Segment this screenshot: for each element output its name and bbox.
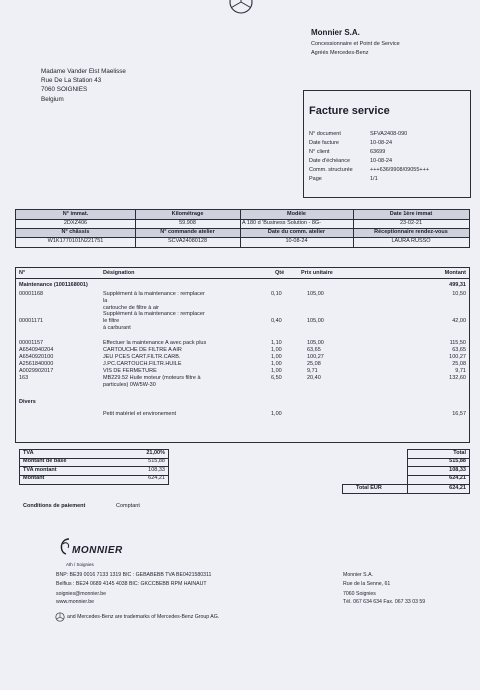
item-price: 9,71 [307,368,318,374]
item-price: 63,65 [307,347,321,353]
item-qty: 6,50 [271,375,282,381]
company-name: Monnier S.A. [311,28,360,37]
vh-orderdate: Date du comm. atelier [267,229,326,235]
item-no: A2561840000 [19,361,54,367]
item-qty: 1,00 [271,347,282,353]
due-label: Date d'échéance [309,158,351,164]
date-label: Date facture [309,140,339,146]
vat-amount-label: TVA montant [23,467,57,473]
item-amount: 9,71 [455,368,466,374]
item-amount: 132,60 [449,375,466,381]
item-qty: 1,00 [271,368,282,374]
item-no: 00001171 [19,318,44,324]
col-no: N° [19,270,26,276]
item-amount: 16,57 [452,411,466,417]
amount-value: 624,21 [148,475,165,481]
item-amount: 25,08 [452,361,466,367]
trademark-note: and Mercedes-Benz are trademarks of Mercedes-Benz Group AG. [67,614,220,620]
item-qty: 1,00 [271,411,282,417]
item-qty: 1,00 [271,361,282,367]
recipient-street: Rue De La Station 43 [41,77,102,84]
comm-value: +++636/9908/09055+++ [370,167,430,173]
section-total: 499,31 [449,282,466,288]
mercedes-star-small-icon [55,612,65,622]
vh-receptionist: Réceptionnaire rendez-vous [374,229,448,235]
item-desc: le filtre [103,318,120,324]
item-price: 100,27 [307,354,324,360]
item-desc: Supplément à la maintenance : remplacer [103,291,205,297]
item-amount: 42,00 [452,318,466,324]
footer-web: www.monnier.be [56,599,95,605]
base-value: 515,88 [148,458,165,464]
item-desc: Petit matériel et environement [103,411,177,417]
total-vat: 108,33 [449,467,466,473]
item-no: 163 [19,375,29,381]
section-maintenance: Maintenance (1001168001) [19,282,88,288]
vh-date1: Date 1ère immat [389,211,433,217]
item-no: A0029902017 [19,368,54,374]
totals-column [407,449,470,485]
item-price: 105,00 [307,340,324,346]
monnier-logo-mark [57,536,73,558]
base-label: Montant de base [23,458,67,464]
item-price: 25,08 [307,361,321,367]
payment-label: Conditions de paiement [23,503,86,509]
item-desc: à carburant [103,325,131,331]
item-desc: J.PC.CARTOUCH.FILTR.HUILE [103,361,182,367]
item-price: 20,40 [307,375,321,381]
item-desc: MB229.52 Huile moteur (moteurs filtre à [103,375,201,381]
section-divers: Divers [19,399,36,405]
vh-model: Modèle [287,211,306,217]
item-price: 105,00 [307,318,324,324]
vv-model: A 180 d 'Business Solution - 8G- [242,220,322,226]
item-desc: CARTOUCHE DE FILTRE A AIR [103,347,182,353]
total-base: 515,88 [449,458,466,464]
item-price: 105,00 [307,291,324,297]
bank-line-2: Belfius : BE24 0689 4145 4038 BIC: GKCCBEBB RPM HAINAUT [56,581,207,587]
vv-date1: 23-02-21 [399,220,423,226]
client-value: 63699 [370,149,386,155]
vat-label: TVA [23,450,34,456]
bank-line-1: BNP: BE39 0016 7133 1319 BIC : GEBABEBB TVA BE0421580311 [56,572,212,578]
footer-email: soignies@monnier.be [56,591,106,597]
vh-chassis: N° châssis [61,229,90,235]
comm-label: Comm. structurée [309,167,353,173]
doc-label: N° document [309,131,341,137]
vv-receptionist: LAURA RUSSO [391,238,431,244]
recipient-country: Belgium [41,96,64,103]
grand-total-label: Total EUR [356,485,382,491]
item-desc: JEU PCES CART.FILTR.CARB. [103,354,181,360]
vv-immat: 2DXZ406 [63,220,88,226]
item-desc: la [103,298,108,304]
recipient-name: Madame Vander Elst Maelisse [41,68,126,75]
item-no: 00001157 [19,340,44,346]
item-qty: 1,10 [271,340,282,346]
footer-addr-name: Monnier S.A. [343,572,373,578]
mercedes-star-logo [222,0,260,18]
footer-phone: Tél. 067 634 634 Fax. 067 33 03 59 [343,599,426,605]
vv-orderdate: 10-08-24 [285,238,308,244]
vat-rate: 21,00% [146,450,165,456]
vehicle-table [15,209,470,248]
client-label: N° client [309,149,330,155]
item-desc: cartouche de filtre à air [103,305,159,311]
item-qty: 0,10 [271,291,282,297]
total-header: Total [453,450,466,456]
items-table [15,267,470,443]
vh-order: N° commande atelier [160,229,215,235]
footer-addr-street: Rue de la Senne, 61 [343,581,391,587]
page-label: Page [309,176,322,182]
grand-total-value: 624,21 [449,485,466,491]
item-amount: 10,50 [452,291,466,297]
item-qty: 1,00 [271,354,282,360]
col-amount: Montant [444,270,466,276]
vh-immat: N° immat. [62,211,89,217]
doc-value: SFVA2408-090 [370,131,408,137]
item-amount: 63,65 [452,347,466,353]
invoice-info-box [303,90,471,198]
vat-amount-value: 108,33 [148,467,165,473]
date-value: 10-08-24 [370,140,393,146]
invoice-title: Facture service [309,105,390,117]
payment-value: Comptant [116,503,140,509]
col-unit-price: Prix unitaire [301,270,333,276]
col-qty: Qté [275,270,285,276]
vat-table [19,449,169,485]
monnier-logo-text: MONNIER [72,545,123,556]
due-value: 10-08-24 [370,158,393,164]
monnier-logo-sub: Ath / Soignies [66,562,94,567]
amount-label: Montant [23,475,45,481]
item-amount: 115,50 [449,340,466,346]
item-qty: 0,40 [271,318,282,324]
vv-chassis: W1K1770101N221751 [47,238,104,244]
vv-order: SCVA24080128 [167,238,208,244]
grand-total-box [342,484,470,494]
item-desc: Supplément à la maintenance : remplacer [103,311,205,317]
col-designation: Désignation [103,270,135,276]
item-desc: VIS DE FERMETURE [103,368,157,374]
vh-km: Kilométrage [171,211,204,217]
item-no: 00001168 [19,291,44,297]
vv-km: 59.908 [179,220,196,226]
company-line1: Concessionnaire et Point de Service [311,41,400,47]
recipient-city: 7060 SOIGNIES [41,86,88,93]
item-desc: Effectuer la maintenance A avec pack plus [103,340,207,346]
item-amount: 100,27 [449,354,466,360]
item-no: A6540920100 [19,354,54,360]
page-value: 1/1 [370,176,378,182]
company-line2: Agréés Mercedes-Benz [311,50,369,56]
item-no: A6540940204 [19,347,54,353]
item-desc: particules) 0W/5W-30 [103,382,156,388]
footer-addr-city: 7060 Soignies [343,591,376,597]
total-amount: 624,21 [449,475,466,481]
